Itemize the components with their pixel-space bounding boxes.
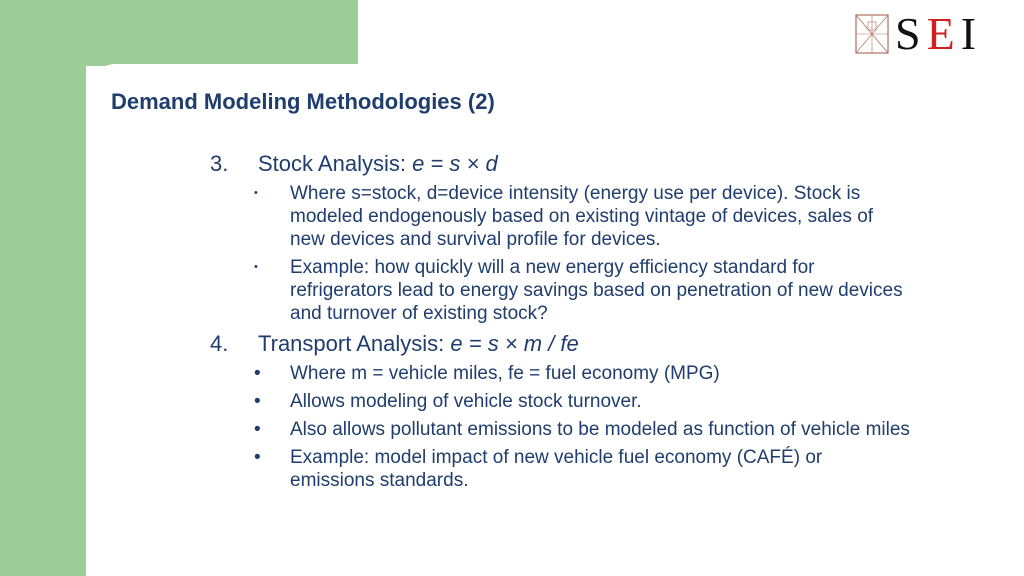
transport-analysis-bullets bbox=[210, 362, 910, 492]
item-number: 4. bbox=[210, 331, 229, 356]
logo-letter-e: E bbox=[926, 8, 961, 59]
bullet-icon: • bbox=[254, 447, 261, 468]
list-item: • Allows modeling of vehicle stock turnover. bbox=[254, 391, 642, 412]
green-side-band bbox=[0, 0, 86, 576]
bullet-icon: • bbox=[254, 391, 261, 412]
item-heading: Transport Analysis: bbox=[258, 331, 445, 356]
logo-letter-i: I bbox=[960, 8, 983, 59]
bullet-icon: • bbox=[254, 261, 258, 273]
list-item: • Example: model impact of new vehicle fuel economy (CAFÉ) or emissions standards. bbox=[254, 447, 823, 491]
sei-logo bbox=[855, 8, 983, 59]
sei-logo-mark-icon bbox=[855, 14, 889, 54]
item-heading: Stock Analysis: bbox=[258, 151, 406, 176]
slide-title: Demand Modeling Methodologies (2) bbox=[111, 89, 495, 114]
slide-body bbox=[210, 150, 910, 497]
list-item: • Where s=stock, d=device intensity (energy use per device). Stock is modeled endogenously based on existing vintage of devices, sales of new devices and survival profile for devices. bbox=[254, 183, 874, 250]
item-number: 3. bbox=[210, 151, 229, 176]
numbered-item-transport-analysis bbox=[210, 330, 910, 358]
bullet-icon: • bbox=[254, 419, 261, 440]
numbered-item-stock-analysis bbox=[210, 150, 910, 178]
logo-letter-s: S bbox=[895, 8, 927, 59]
bullet-icon: • bbox=[254, 363, 261, 384]
transport-formula: e = s × m / fe bbox=[450, 331, 579, 356]
list-item: • Also allows pollutant emissions to be modeled as function of vehicle miles bbox=[254, 419, 910, 440]
bullet-icon: • bbox=[254, 187, 258, 199]
list-item: • Example: how quickly will a new energy efficiency standard for refrigerators lead to energy savings based on penetration of new devices and turnover of existing stock? bbox=[254, 257, 903, 324]
stock-analysis-bullets bbox=[210, 182, 910, 325]
stock-formula: e = s × d bbox=[412, 151, 498, 176]
list-item: • Where m = vehicle miles, fe = fuel economy (MPG) bbox=[254, 363, 720, 384]
